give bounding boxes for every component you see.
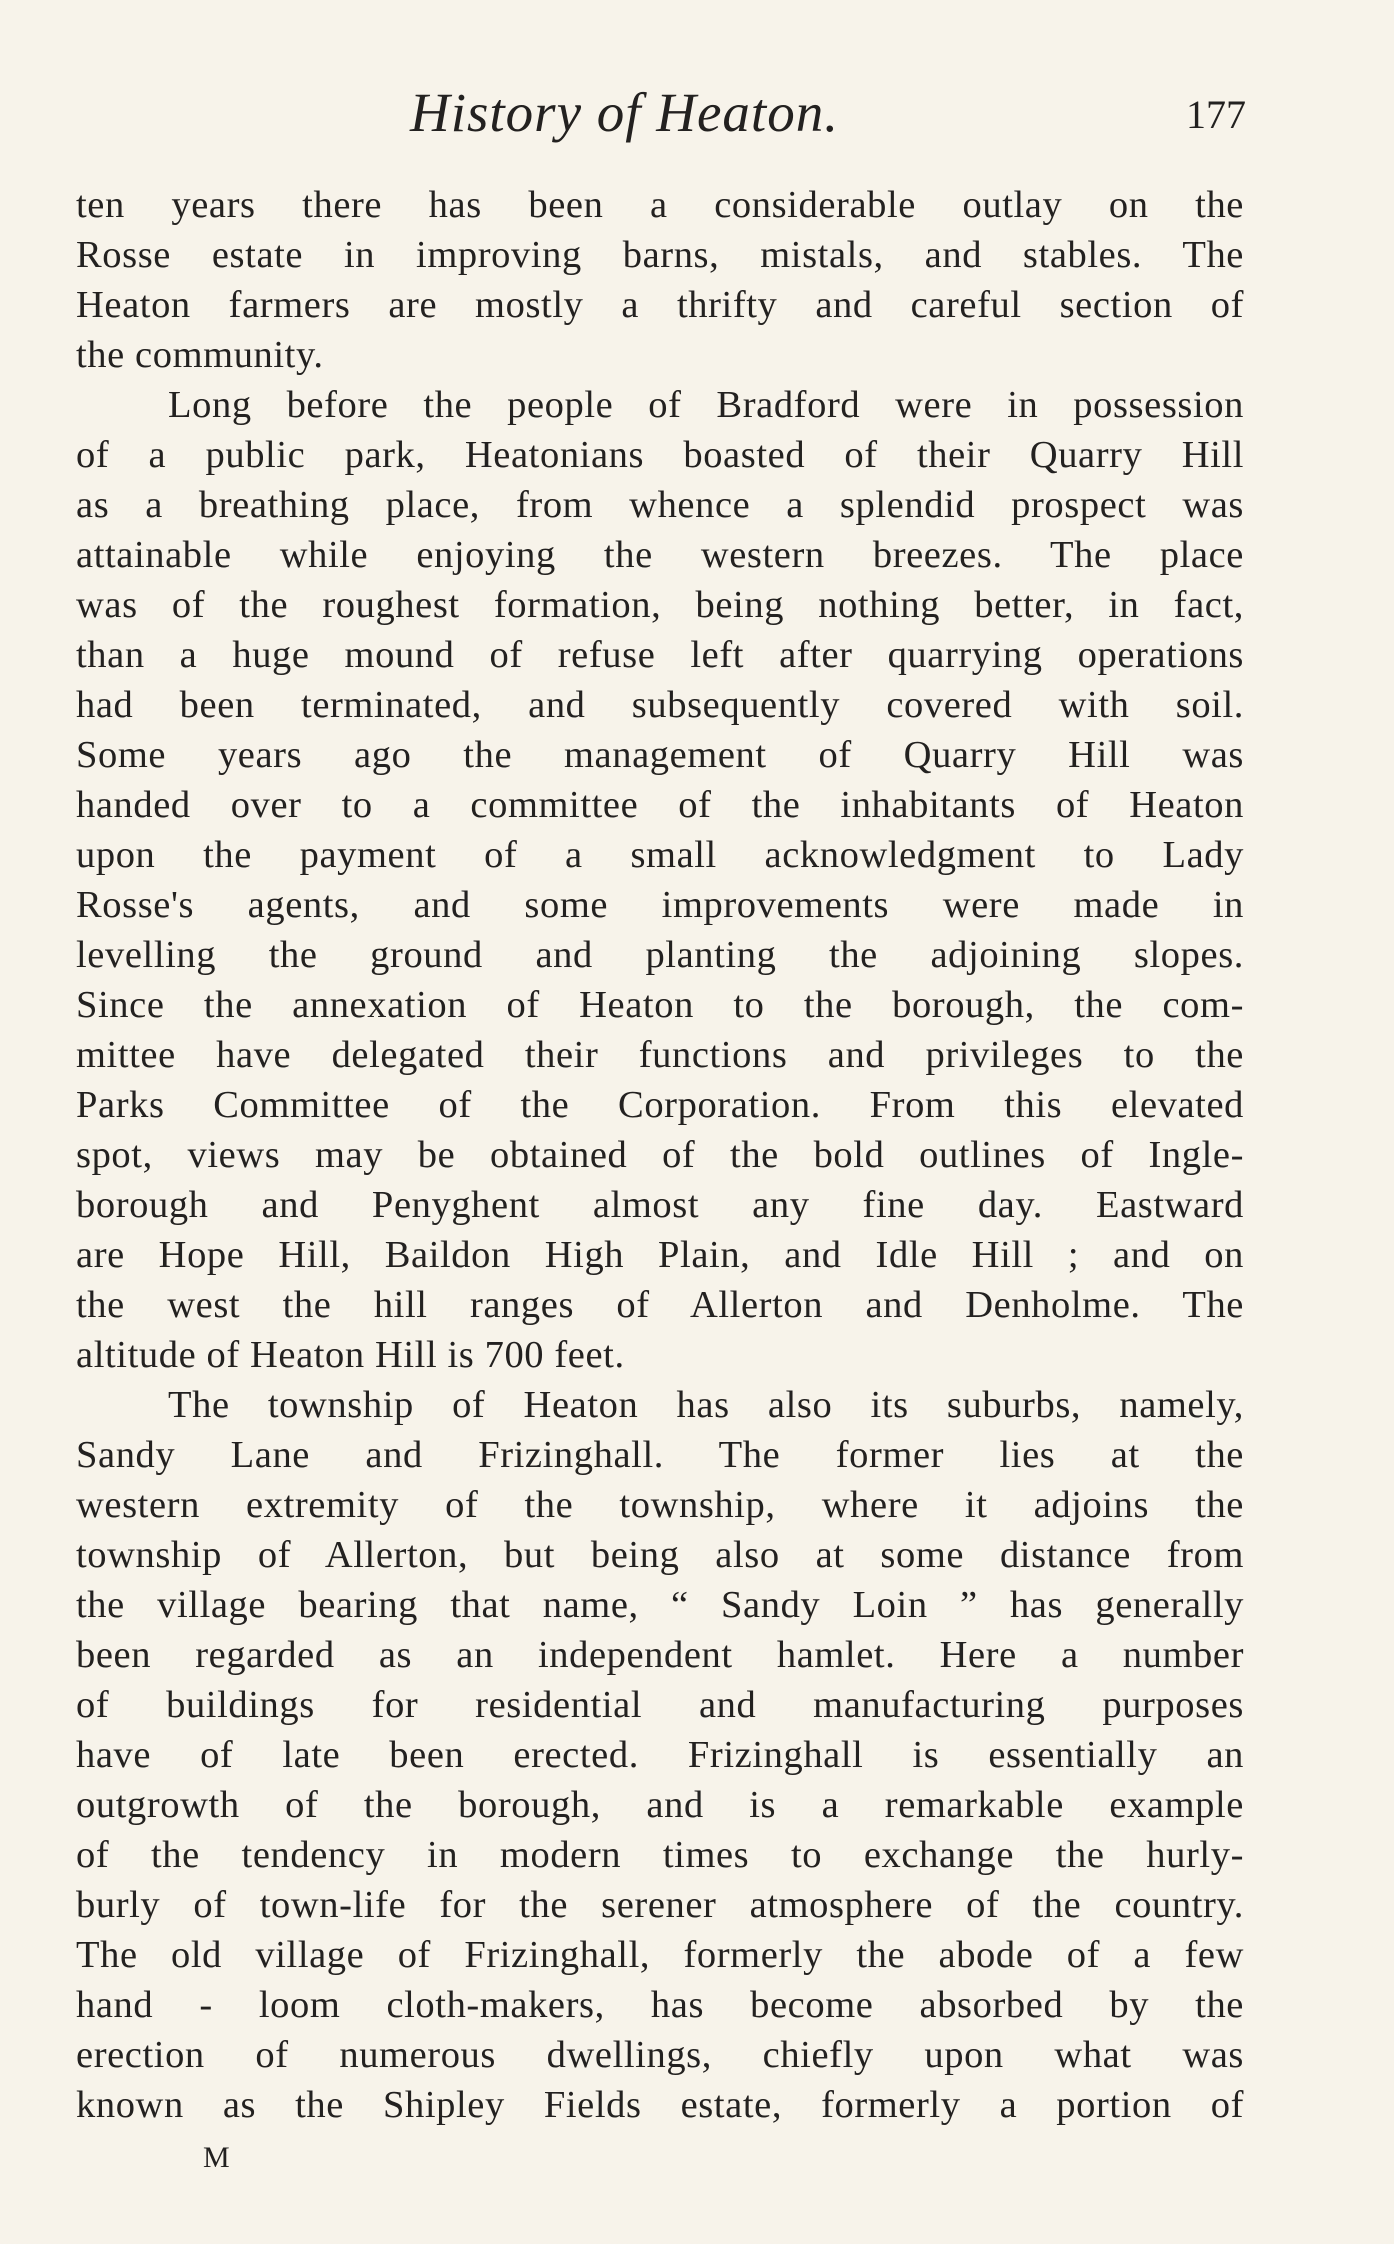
text-line: the west the hill ranges of Allerton and Denholme. The bbox=[76, 1284, 1244, 1326]
text-line: The old village of Frizinghall, formerly the abode of a few bbox=[76, 1934, 1244, 1976]
text-line: known as the Shipley Fields estate, formerly a portion of bbox=[76, 2084, 1244, 2126]
text-line: borough and Penyghent almost any fine day. Eastward bbox=[76, 1184, 1244, 1226]
text-line: hand - loom cloth-makers, has become absorbed by the bbox=[76, 1984, 1244, 2026]
text-line: of a public park, Heatonians boasted of their Quarry Hill bbox=[76, 434, 1244, 476]
text-line: of the tendency in modern times to exchange the hurly- bbox=[76, 1834, 1244, 1876]
text-line: erection of numerous dwellings, chiefly upon what was bbox=[76, 2034, 1244, 2076]
text-line: Parks Committee of the Corporation. From this elevated bbox=[76, 1084, 1244, 1126]
text-line: than a huge mound of refuse left after quarrying operations bbox=[76, 634, 1244, 676]
page-number: 177 bbox=[1186, 92, 1246, 137]
text-line: have of late been erected. Frizinghall is essentially an bbox=[76, 1734, 1244, 1776]
text-line: as a breathing place, from whence a splendid prospect was bbox=[76, 484, 1244, 526]
text-line: spot, views may be obtained of the bold outlines of Ingle- bbox=[76, 1134, 1244, 1176]
text-line: had been terminated, and subsequently covered with soil. bbox=[76, 684, 1244, 726]
text-line: ten years there has been a considerable outlay on the bbox=[76, 184, 1244, 226]
text-line: Heaton farmers are mostly a thrifty and careful section of bbox=[76, 284, 1244, 326]
text-line: attainable while enjoying the western breezes. The place bbox=[76, 534, 1244, 576]
text-line: Some years ago the management of Quarry Hill was bbox=[76, 734, 1244, 776]
signature-mark: M bbox=[203, 2141, 230, 2174]
text-line: handed over to a committee of the inhabitants of Heaton bbox=[76, 784, 1244, 826]
text-line: The township of Heaton has also its suburbs, namely, bbox=[168, 1384, 1244, 1426]
text-line: altitude of Heaton Hill is 700 feet. bbox=[76, 1334, 625, 1376]
running-head bbox=[0, 78, 1394, 148]
text-line: was of the roughest formation, being nothing better, in fact, bbox=[76, 584, 1244, 626]
running-title: History of Heaton. bbox=[410, 82, 839, 143]
text-line: Since the annexation of Heaton to the borough, the com- bbox=[76, 984, 1244, 1026]
text-line: the community. bbox=[76, 334, 324, 376]
text-line: Sandy Lane and Frizinghall. The former lies at the bbox=[76, 1434, 1244, 1476]
text-line: are Hope Hill, Baildon High Plain, and Idle Hill ; and on bbox=[76, 1234, 1244, 1276]
text-line: the village bearing that name, “ Sandy Loin ” has generally bbox=[76, 1584, 1244, 1626]
text-line: of buildings for residential and manufacturing purposes bbox=[76, 1684, 1244, 1726]
text-line: upon the payment of a small acknowledgment to Lady bbox=[76, 834, 1244, 876]
text-line: Rosse's agents, and some improvements were made in bbox=[76, 884, 1244, 926]
text-line: Long before the people of Bradford were in possession bbox=[168, 384, 1244, 426]
text-line: mittee have delegated their functions and privileges to the bbox=[76, 1034, 1244, 1076]
body-text bbox=[76, 180, 1244, 2130]
text-line: western extremity of the township, where it adjoins the bbox=[76, 1484, 1244, 1526]
text-line: township of Allerton, but being also at some distance from bbox=[76, 1534, 1244, 1576]
text-line: burly of town-life for the serener atmosphere of the country. bbox=[76, 1884, 1244, 1926]
text-line: been regarded as an independent hamlet. Here a number bbox=[76, 1634, 1244, 1676]
text-line: outgrowth of the borough, and is a remarkable example bbox=[76, 1784, 1244, 1826]
text-line: Rosse estate in improving barns, mistals, and stables. The bbox=[76, 234, 1244, 276]
text-line: levelling the ground and planting the adjoining slopes. bbox=[76, 934, 1244, 976]
